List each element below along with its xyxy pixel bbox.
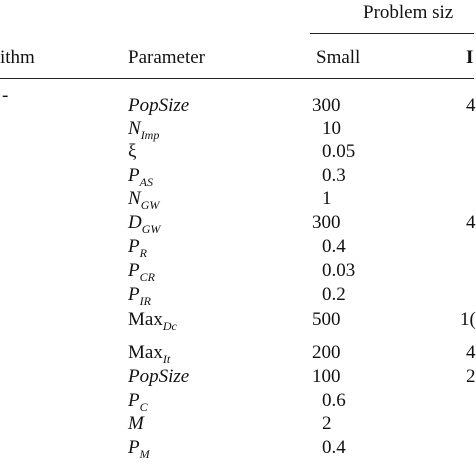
small-value-cell: 0.05 (322, 141, 356, 162)
parameter-subscript: CR (139, 270, 155, 284)
small-value-cell: 100 (312, 366, 341, 387)
parameter-cell (128, 285, 151, 307)
parameter-cell (128, 142, 136, 161)
parameter-subscript: IR (139, 294, 151, 308)
parameter-cell (128, 343, 170, 365)
small-value-cell: 0.3 (322, 165, 346, 186)
parameter-symbol: P (128, 437, 140, 458)
header-problem-size: Problem siz (363, 2, 454, 23)
parameter-cell (128, 166, 153, 188)
next-column-cell: 1( (460, 309, 476, 330)
parameter-cell (128, 213, 160, 235)
parameter-symbol: P (128, 390, 140, 411)
next-column-cell: 4 (466, 212, 476, 233)
parameter-cell (128, 391, 148, 413)
small-value-cell: 0.4 (322, 236, 346, 257)
small-value-cell: 300 (312, 212, 341, 233)
small-value-cell: 0.6 (322, 390, 346, 411)
next-column-cell: 4 (466, 342, 476, 363)
parameter-subscript: M (139, 447, 150, 461)
header-parameter: Parameter (128, 47, 206, 68)
header-algorithm: ithm (0, 47, 35, 68)
parameter-symbol: N (128, 118, 141, 139)
parameter-symbol: N (128, 188, 141, 209)
rule-header-bottom (0, 78, 474, 79)
parameter-symbol: D (128, 212, 142, 233)
parameter-symbol: M (128, 413, 144, 434)
parameter-cell (128, 414, 144, 433)
small-value-cell: 0.03 (322, 260, 356, 281)
small-value-cell: 200 (312, 342, 341, 363)
parameter-symbol: ξ (128, 141, 137, 162)
parameter-cell (128, 367, 189, 386)
parameter-symbol: P (128, 284, 140, 305)
parameter-symbol: Max (128, 309, 163, 330)
parameter-subscript: It (162, 352, 171, 366)
small-value-cell: 0.4 (322, 437, 346, 458)
parameter-symbol: PopSize (128, 95, 190, 116)
small-value-cell: 2 (322, 413, 332, 434)
next-column-cell: 2 (466, 366, 476, 387)
parameter-subscript: C (139, 400, 148, 414)
parameter-cell (128, 119, 159, 141)
header-next-column: I (466, 47, 474, 68)
parameter-symbol: PopSize (128, 366, 190, 387)
parameter-subscript: AS (139, 175, 153, 189)
small-value-cell: 10 (322, 118, 341, 139)
parameter-symbol: P (128, 236, 140, 257)
parameter-symbol: P (128, 260, 140, 281)
small-value-cell: 1 (322, 188, 332, 209)
parameter-cell (128, 237, 147, 259)
parameter-cell (128, 261, 155, 283)
small-value-cell: 300 (312, 95, 341, 116)
parameter-cell (128, 310, 177, 332)
parameter-subscript: Dc (162, 319, 177, 333)
parameter-cell (128, 189, 159, 211)
header-small: Small (316, 47, 361, 68)
parameter-symbol: P (128, 165, 140, 186)
parameter-subscript: Imp (140, 128, 160, 142)
parameter-cell (128, 96, 189, 115)
algorithm-dash: - (2, 85, 9, 106)
small-value-cell: 500 (312, 309, 341, 330)
parameter-subscript: GW (141, 222, 161, 236)
parameter-subscript: R (139, 246, 147, 260)
parameter-symbol: Max (128, 342, 163, 363)
parameter-subscript: GW (140, 198, 160, 212)
rule-top-problem-size (310, 33, 474, 34)
next-column-cell: 4 (466, 95, 476, 116)
parameter-cell (128, 438, 150, 460)
small-value-cell: 0.2 (322, 284, 346, 305)
